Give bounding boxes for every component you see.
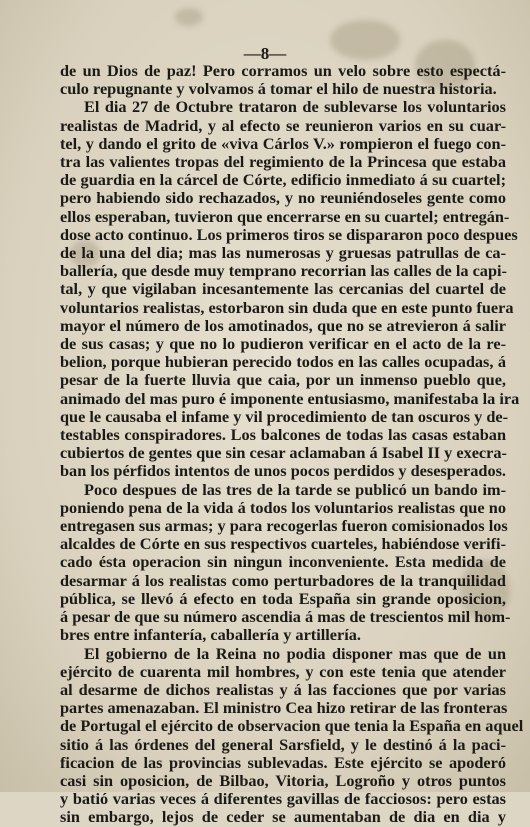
text-line: á pesar de que su número ascendia á mas de trescientos mil hom- <box>60 607 511 627</box>
text-line: casi sin oposicion, de Bilbao, Vitoria, Logroño y otros puntos <box>60 770 506 790</box>
text-line: El gobierno de la Reina no podia disponer mas que de un <box>84 643 506 663</box>
text-line: y batió varias veces á diferentes gavillas de facciosos: pero estas <box>60 789 506 809</box>
text-line: belion, porque hubieran perecido todos en las calles ocupadas, á <box>60 352 506 372</box>
text-line: desarmar á los realistas como perturbadores de la tranquilidad <box>60 570 506 590</box>
text-line: ficacion de las provincias sublevadas. Este ejército se apoderó <box>60 752 506 772</box>
text-line: de un Dios de paz! Pero corramos un velo sobre esto espectá- <box>60 61 506 80</box>
text-line: pero habiendo sido rechazados, y no reuniéndoseles gente como <box>60 188 506 208</box>
text-line: ellos esperaban, tuvieron que encerrarse en su cuartel; entregán- <box>60 206 510 226</box>
text-line: de Portugal el ejército de observacion que tenia la España en aquel <box>60 716 524 736</box>
text-line: partes amenazaban. El ministro Cea hizo retirar de las fronteras <box>60 698 508 718</box>
text-line: tal, y que vigilaban incesantemente las cercanias del cuartel de <box>60 279 506 299</box>
text-line: El dia 27 de Octubre trataron de sublevarse los voluntarios <box>84 97 506 117</box>
text-line: poniendo pena de la vida á todos los voluntarios realistas que no <box>60 497 506 517</box>
text-line: Poco despues de las tres de la tarde se publicó un bando im- <box>84 479 506 499</box>
text-line: realistas de Madrid, y al efecto se reunieron varios en su cuar- <box>60 115 506 135</box>
text-line: ejército de cuarenta mil hombres, y con este tenia que atender <box>60 661 506 681</box>
text-line: que le causaba el infame y vil procedimiento de tan oscuros y de- <box>60 406 509 426</box>
text-line: de la una del dia; mas las numerosas y gruesas patrullas de ca- <box>60 243 506 263</box>
text-line: al desarme de dichos realistas y á las facciones que por varias <box>60 679 506 699</box>
text-line: pública, se llevó á efecto en toda España sin grande oposicion, <box>60 588 506 608</box>
text-line: cado ésta operacion sin ningun inconveniente. Esta medida de <box>60 552 506 572</box>
text-line: testables conspiradores. Los balcones de todas las casas estaban <box>60 425 506 445</box>
text-line: bres entre infantería, caballería y artillería. <box>60 625 361 645</box>
text-line: entregasen sus armas; y para recogerlas fueron comisionados los <box>60 516 508 536</box>
text-line: cubiertos de gentes que sin cesar aclamaban á Isabel II y execra- <box>60 443 507 463</box>
text-line: ballería, que desde muy temprano recorrian las calles de la capi- <box>60 261 507 281</box>
text-line: animado del mas puro é imponente entusiasmo, manifestaba la ira <box>60 388 520 408</box>
body-text <box>60 61 524 827</box>
text-line: voluntarios realistas, estorbaron sin duda que en este punto fuera <box>60 297 514 317</box>
text-line: ban los pérfidos intentos de unos pocos perdidos y desesperados. <box>60 461 507 481</box>
text-line: mayor el número de los amotinados, que no se atrevieron á salir <box>60 315 506 335</box>
text-line: sitio á las órdenes del general Sarsfield, y le destinó á la paci- <box>60 734 506 754</box>
text-line: tel, y dando el grito de «viva Cárlos V.» rompieron el fuego con- <box>60 133 506 153</box>
text-line: alcaldes de Córte en sus respectivos cuarteles, habiéndose verifi- <box>60 534 506 554</box>
page-number: —8— <box>243 44 287 63</box>
text-line: tra las valientes tropas del regimiento de la Princesa que estaba <box>60 152 506 172</box>
text-line: sin embargo, lejos de ceder se aumentaban de dia en dia y <box>60 807 506 827</box>
text-line: pesar de la fuerte lluvia que caia, por un inmenso pueblo que, <box>60 370 506 390</box>
text-line: de sus casas; y que no lo pudieron verificar en el acto de la re- <box>60 334 506 354</box>
text-line: dose acto continuo. Los primeros tiros se dispararon poco despues <box>60 224 518 244</box>
text-line: de guardia en la cárcel de Córte, edificio inmediato á su cuartel; <box>60 170 506 190</box>
text-line: culo repugnante y volvamos á tomar el hilo de nuestra historia. <box>60 79 497 99</box>
ink-stain <box>175 8 203 26</box>
